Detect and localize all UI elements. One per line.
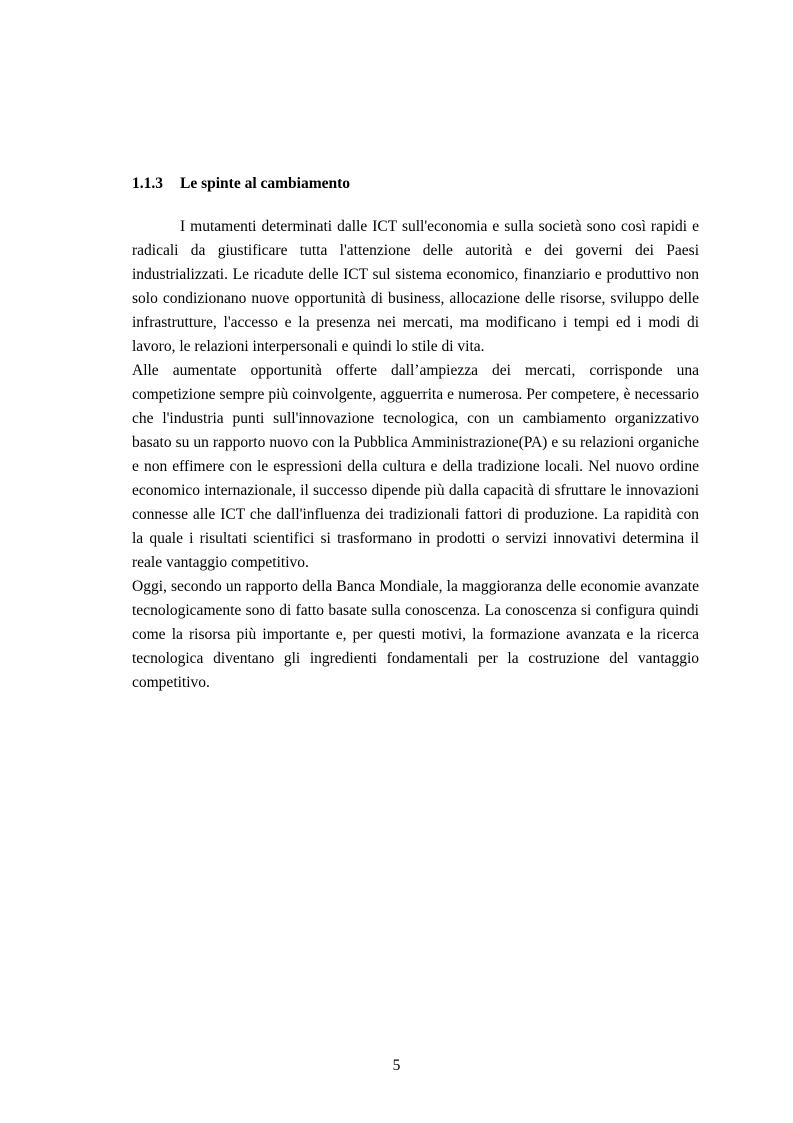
- paragraph: Alle aumentate opportunità offerte dall’ampiezza dei mercati, corrisponde una competizione sempre più coinvolgente, agguerrita e numerosa. Per competere, è necessario che l'industria punti sull'innovazione tecnologica, con un cambiamento organizzativo basato su un rapporto nuovo con la Pubblica Amministrazione(PA) e su relazioni organiche e non effimere con le espressioni della cultura e della tradizione locali. Nel nuovo ordine economico internazionale, il successo dipende più dalla capacità di sfruttare le innovazioni connesse alle ICT che dall'influenza dei tradizionali fattori di produzione. La rapidità con la quale i risultati scientifici si trasformano in prodotti o servizi innovativi determina il reale vantaggio competitivo.: [132, 362, 699, 571]
- paragraph: Oggi, secondo un rapporto della Banca Mondiale, la maggioranza delle economie avanzate tecnologicamente sono di fatto basate sulla conoscenza. La conoscenza si configura quindi come la risorsa più importante e, per questi motivi, la formazione avanzata e la ricerca tecnologica diventano gli ingredienti fondamentali per la costruzione del vantaggio competitivo.: [132, 578, 699, 691]
- section-number: 1.1.3: [132, 175, 163, 192]
- section-title: Le spinte al cambiamento: [180, 175, 351, 192]
- section-body: [132, 191, 699, 695]
- page-number: 5: [392, 1057, 401, 1074]
- paragraph: I mutamenti determinati dalle ICT sull'economia e sulla società sono così rapidi e radicali da giustificare tutta l'attenzione delle autorità e dei governi dei Paesi industrializzati. Le ricadute delle ICT sul sistema economico, finanziario e produttivo non solo condizionano nuove opportunità di business, allocazione delle risorse, sviluppo delle infrastrutture, l'accesso e la presenza nei mercati, ma modificano i tempi ed i modi di lavoro, le relazioni interpersonali e quindi lo stile di vita.: [132, 218, 699, 355]
